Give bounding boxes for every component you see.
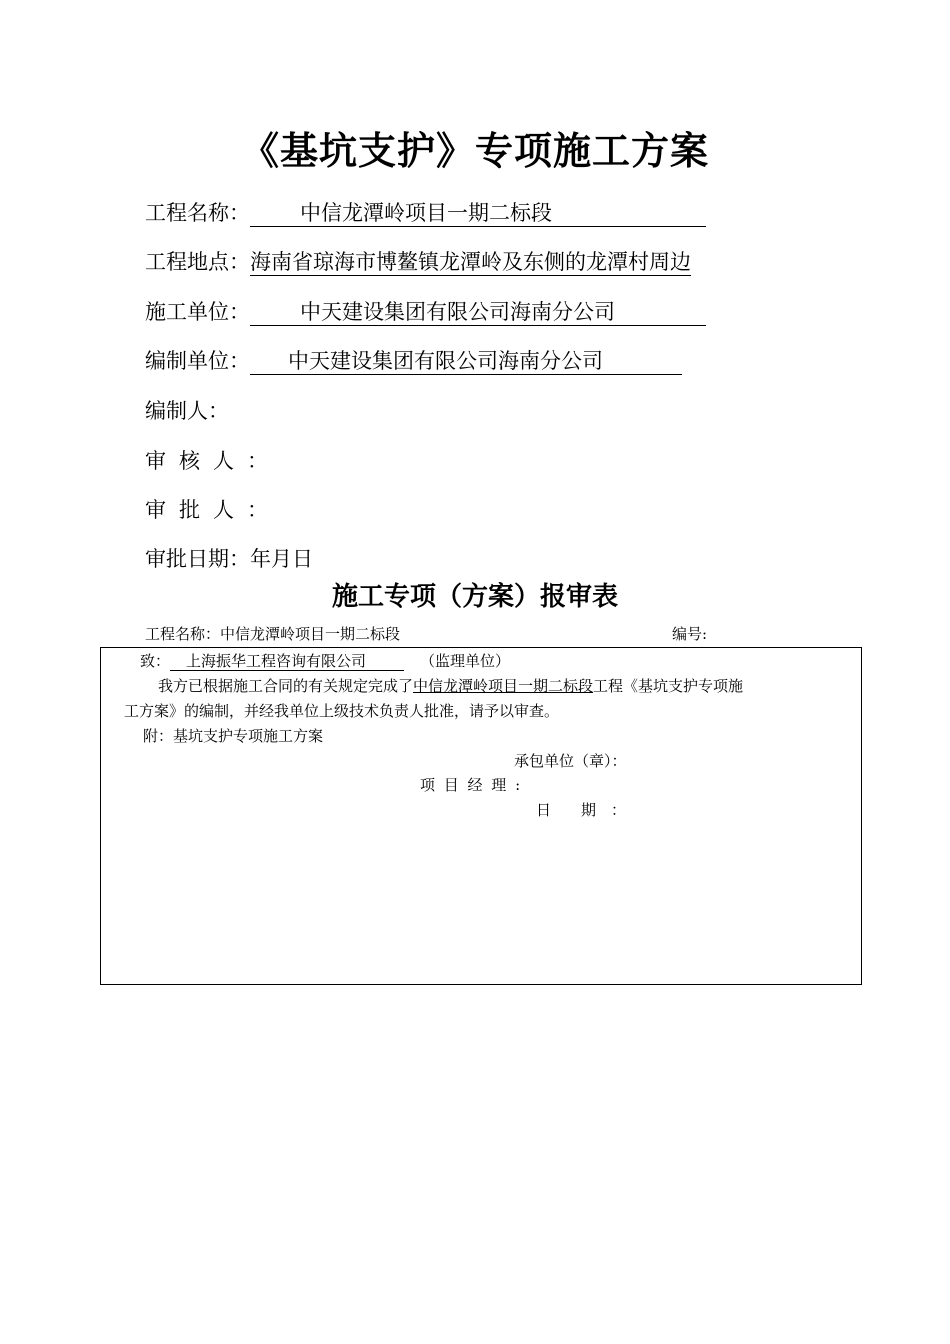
construction-unit-value: 中天建设集团有限公司海南分公司 xyxy=(250,299,706,326)
report-box xyxy=(100,647,862,985)
construction-unit-label: 施工单位： xyxy=(145,300,250,324)
project-name-value: 中信龙潭岭项目一期二标段 xyxy=(250,200,706,227)
compiler-label: 编制人： xyxy=(145,399,229,423)
approver-label: 审批人： xyxy=(145,498,281,522)
location-label: 工程地点： xyxy=(145,250,250,274)
report-to-line xyxy=(140,650,510,672)
report-to-label: 致： xyxy=(140,652,171,670)
report-date-label: 日 期 ： xyxy=(536,801,627,819)
report-manager-label: 项 目 经 理 : xyxy=(420,776,523,794)
approver-row xyxy=(145,495,281,525)
approval-date-label: 审批日期： xyxy=(145,547,250,571)
project-name-label: 工程名称： xyxy=(145,201,250,225)
report-contractor-label: 承包单位（章）： xyxy=(514,752,627,770)
report-attachment: 附：基坑支护专项施工方案 xyxy=(143,727,324,745)
project-name-row xyxy=(145,198,706,228)
location-value: 海南省琼海市博鳌镇龙潭岭及东侧的龙潭村周边 xyxy=(250,250,691,274)
report-body-line2: 工方案》的编制，并经我单位上级技术负责人批准，请予以审查。 xyxy=(124,702,560,720)
compile-unit-value: 中天建设集团有限公司海南分公司 xyxy=(250,348,682,375)
compiler-row xyxy=(145,396,229,426)
report-body-project: 中信龙潭岭项目一期二标段 xyxy=(413,677,594,695)
approval-date-value: 年月日 xyxy=(250,547,313,571)
report-form-title: 施工专项（方案）报审表 xyxy=(331,582,618,612)
approval-date-row xyxy=(145,544,313,574)
document-title: 《基坑支护》专项施工方案 xyxy=(240,128,709,173)
location-row xyxy=(145,247,691,277)
report-to-role: （监理单位） xyxy=(420,652,511,670)
report-project-name-label: 工程名称： xyxy=(145,625,221,643)
report-to-value: 上海振华工程咨询有限公司 xyxy=(170,652,404,671)
construction-unit-row xyxy=(145,297,706,327)
compile-unit-row xyxy=(145,346,682,376)
report-project-name-value: 中信龙潭岭项目一期二标段 xyxy=(220,625,401,643)
compile-unit-label: 编制单位： xyxy=(145,349,250,373)
reviewer-label: 审核人： xyxy=(145,449,281,473)
report-project-name xyxy=(145,623,400,645)
report-number-label: 编号: xyxy=(672,625,708,643)
report-body-line1-suffix: 工程《基坑支护专项施 xyxy=(593,677,744,695)
report-body-prefix: 我方已根据施工合同的有关规定完成了 xyxy=(158,677,414,695)
report-body-line1 xyxy=(158,675,743,697)
reviewer-row xyxy=(145,446,281,476)
